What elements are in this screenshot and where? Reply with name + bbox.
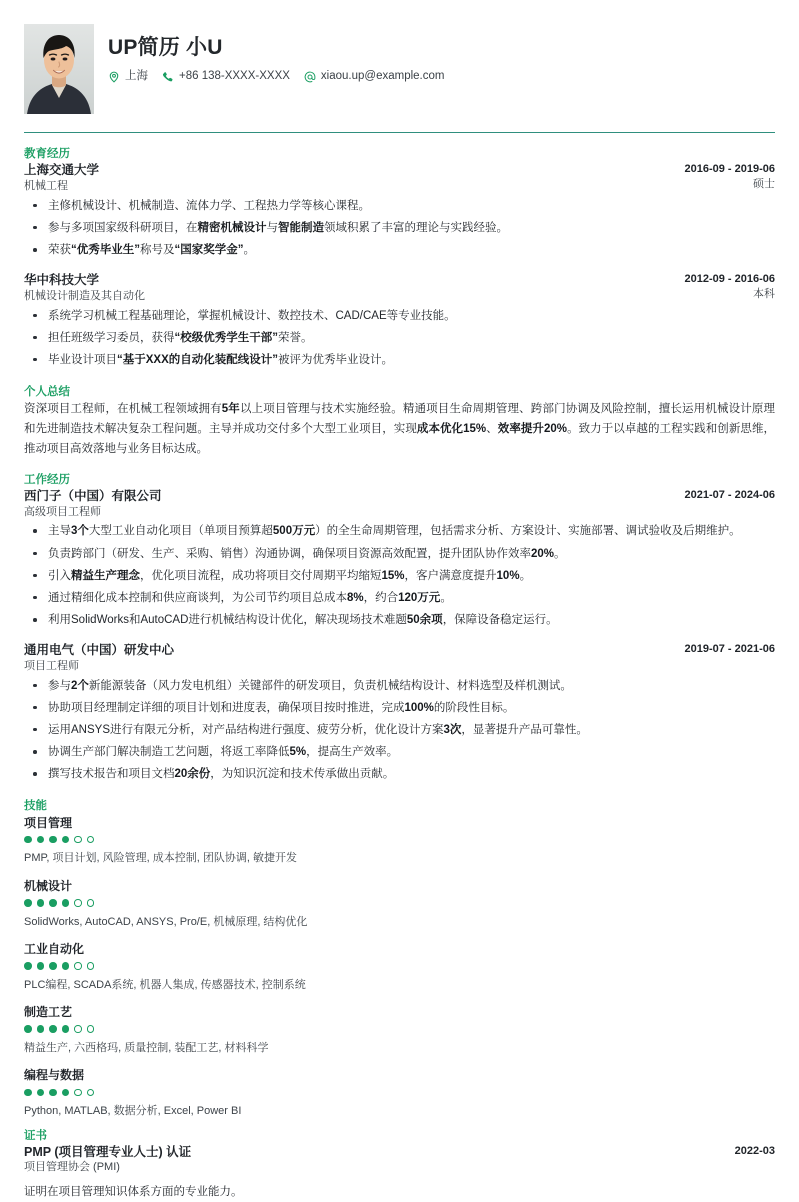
skill-dot-empty — [87, 1089, 95, 1097]
section-title-skills: 技能 — [24, 800, 47, 813]
list-item: 系统学习机械工程基础理论，掌握机械设计、数控技术、CAD/CAE等专业技能。 — [24, 307, 775, 325]
location-pin-icon — [108, 71, 120, 83]
work-entry — [24, 642, 775, 783]
skill-dot-filled — [62, 1025, 70, 1033]
at-sign-icon — [304, 71, 316, 83]
education-bullets — [24, 307, 775, 369]
skill-level-rating — [24, 1025, 775, 1033]
list-item: 主修机械设计、机械制造、流体力学、工程热力学等核心课程。 — [24, 197, 775, 215]
contact-phone-text: +86 138-XXXX-XXXX — [179, 70, 290, 83]
skill-group — [24, 1004, 775, 1056]
header-divider — [24, 132, 775, 133]
skill-dot-filled — [24, 962, 32, 970]
date-range: 2021-07 - 2024-06 — [684, 489, 775, 502]
skill-dot-filled — [62, 962, 70, 970]
section-summary — [24, 385, 775, 460]
list-item: 协助项目经理制定详细的项目计划和进度表，确保项目按时推进，完成100%的阶段性目标。 — [24, 699, 775, 717]
work-entry — [24, 488, 775, 629]
list-item: 协调生产部门解决制造工艺问题，将返工率降低5%，提高生产效率。 — [24, 743, 775, 761]
degree-label: 硕士 — [753, 177, 775, 190]
skill-group-name: 编程与数据 — [24, 1068, 85, 1083]
skill-items: 精益生产, 六西格玛, 质量控制, 装配工艺, 材料科学 — [24, 1041, 269, 1054]
skill-dot-filled — [37, 836, 45, 844]
list-item: 荣获“优秀毕业生”称号及“国家奖学金”。 — [24, 241, 775, 259]
entry-header — [24, 642, 775, 673]
education-entry — [24, 162, 775, 259]
skill-dot-empty — [74, 836, 82, 844]
skill-group — [24, 815, 775, 867]
avatar — [24, 24, 94, 114]
section-title-summary: 个人总结 — [24, 386, 70, 398]
list-item: 参与2个新能源装备（风力发电机组）关键部件的研发项目，负责机械结构设计、材料选型及样机测试。 — [24, 677, 775, 695]
certificate-entry — [24, 1144, 775, 1202]
section-work — [24, 473, 775, 784]
list-item: 负责跨部门（研发、生产、采购、销售）沟通协调，确保项目资源高效配置，提升团队协作效率20%。 — [24, 545, 775, 563]
skill-dot-empty — [87, 836, 95, 844]
list-item: 引入精益生产理念，优化项目流程，成功将项目交付周期平均缩短15%，客户满意度提升10%。 — [24, 567, 775, 585]
skill-dot-empty — [87, 962, 95, 970]
company-name: 通用电气（中国）研发中心 — [24, 643, 175, 658]
section-certificates — [24, 1129, 775, 1202]
entry-header — [24, 272, 775, 303]
skill-group-name: 项目管理 — [24, 815, 73, 830]
entry-header — [24, 162, 775, 193]
contact-email — [304, 71, 445, 83]
contact-email-text: xiaou.up@example.com — [320, 70, 445, 83]
skill-dot-filled — [37, 1089, 45, 1097]
skill-level-rating — [24, 1089, 775, 1097]
skill-dot-filled — [49, 836, 57, 844]
skill-dot-empty — [74, 962, 82, 970]
skills-list — [24, 815, 775, 1120]
skill-group — [24, 941, 775, 993]
skill-items: SolidWorks, AutoCAD, ANSYS, Pro/E, 机械原理, 结构优化 — [24, 915, 308, 928]
skill-dot-filled — [24, 899, 32, 907]
major-name: 机械工程 — [24, 179, 68, 192]
education-entry — [24, 272, 775, 369]
skill-dot-empty — [74, 1025, 82, 1033]
section-title-certificates: 证书 — [24, 1129, 47, 1142]
identity-block — [108, 24, 444, 83]
company-name: 西门子（中国）有限公司 — [24, 489, 162, 504]
certificate-issuer: 项目管理协会 (PMI) — [24, 1161, 120, 1174]
work-bullets — [24, 522, 775, 629]
certificate-description: 证明在项目管理知识体系方面的专业能力。 — [24, 1186, 243, 1199]
list-item: 利用SolidWorks和AutoCAD进行机械结构设计优化，解决现场技术难题50余项，保障设备稳定运行。 — [24, 611, 775, 629]
section-skills — [24, 799, 775, 1119]
skill-items: Python, MATLAB, 数据分析, Excel, Power BI — [24, 1105, 242, 1118]
entry-header — [24, 488, 775, 519]
skill-dot-empty — [87, 899, 95, 907]
contact-phone — [162, 71, 290, 83]
skill-group-name: 制造工艺 — [24, 1005, 73, 1020]
skill-level-rating — [24, 899, 775, 907]
contact-list — [108, 71, 444, 83]
skill-dot-empty — [87, 1025, 95, 1033]
skill-level-rating — [24, 962, 775, 970]
skill-dot-filled — [24, 836, 32, 844]
skill-dot-filled — [37, 962, 45, 970]
list-item: 参与多项国家级科研项目，在精密机械设计与智能制造领域积累了丰富的理论与实践经验。 — [24, 219, 775, 237]
job-title: 高级项目工程师 — [24, 505, 101, 518]
section-education — [24, 147, 775, 369]
entry-header — [24, 1144, 775, 1175]
skill-dot-filled — [49, 1025, 57, 1033]
skill-dot-filled — [62, 1089, 70, 1097]
work-bullets — [24, 677, 775, 784]
school-name: 华中科技大学 — [24, 273, 100, 288]
skill-dot-filled — [62, 836, 70, 844]
skill-group-name: 工业自动化 — [24, 942, 85, 957]
list-item: 毕业设计项目“基于XXX的自动化装配线设计”被评为优秀毕业设计。 — [24, 351, 775, 369]
list-item: 运用ANSYS进行有限元分析，对产品结构进行强度、疲劳分析，优化设计方案3次，显著提升产品可靠性。 — [24, 721, 775, 739]
skill-dot-filled — [49, 1089, 57, 1097]
education-bullets — [24, 197, 775, 259]
date-range: 2016-09 - 2019-06 — [684, 163, 775, 176]
skill-dot-filled — [37, 899, 45, 907]
skill-items: PMP, 项目计划, 风险管理, 成本控制, 团队协调, 敏捷开发 — [24, 852, 297, 865]
degree-label: 本科 — [753, 287, 775, 300]
date-range: 2012-09 - 2016-06 — [684, 273, 775, 286]
major-name: 机械设计制造及其自动化 — [24, 289, 145, 302]
skill-dot-empty — [74, 1089, 82, 1097]
date-issued: 2022-03 — [734, 1144, 775, 1157]
contact-location-text: 上海 — [125, 70, 148, 83]
list-item: 担任班级学习委员，获得“校级优秀学生干部”荣誉。 — [24, 329, 775, 347]
skill-group — [24, 1067, 775, 1119]
page-title: UP简历 小U — [108, 36, 223, 59]
phone-icon — [162, 71, 174, 83]
skill-group-name: 机械设计 — [24, 878, 73, 893]
list-item: 通过精细化成本控制和供应商谈判，为公司节约项目总成本8%，约合120万元。 — [24, 589, 775, 607]
skill-group — [24, 878, 775, 930]
skill-dot-filled — [49, 962, 57, 970]
skill-dot-filled — [24, 1089, 32, 1097]
job-title: 项目工程师 — [24, 659, 79, 672]
contact-location — [108, 71, 148, 83]
skill-dot-filled — [62, 899, 70, 907]
skill-items: PLC编程, SCADA系统, 机器人集成, 传感器技术, 控制系统 — [24, 978, 306, 991]
section-title-education: 教育经历 — [24, 148, 70, 160]
certificate-name: PMP (项目管理专业人士) 认证 — [24, 1144, 192, 1159]
skill-dot-empty — [74, 899, 82, 907]
skill-dot-filled — [49, 899, 57, 907]
school-name: 上海交通大学 — [24, 163, 100, 178]
resume-header — [24, 24, 775, 132]
list-item: 撰写技术报告和项目文档20余份，为知识沉淀和技术传承做出贡献。 — [24, 765, 775, 783]
skill-dot-filled — [37, 1025, 45, 1033]
date-range: 2019-07 - 2021-06 — [684, 643, 775, 656]
section-title-work: 工作经历 — [24, 473, 70, 486]
summary-text: 资深项目工程师，在机械工程领域拥有5年以上项目管理与技术实施经验。精通项目生命周期管理、跨部门协调及风险控制，擅长运用机械设计原理和先进制造技术解决复杂工程问题。主导并成功交付多个大型工业项目，实现成本优化15%、效率提升20%。致力于以卓越的工程实践和创新思维，推动项目高效落地与业务目标达成。 — [24, 403, 776, 455]
list-item: 主导3个大型工业自动化项目（单项目预算超500万元）的全生命周期管理，包括需求分析、方案设计、实施部署、调试验收及后期维护。 — [24, 522, 775, 540]
skill-dot-filled — [24, 1025, 32, 1033]
skill-level-rating — [24, 836, 775, 844]
